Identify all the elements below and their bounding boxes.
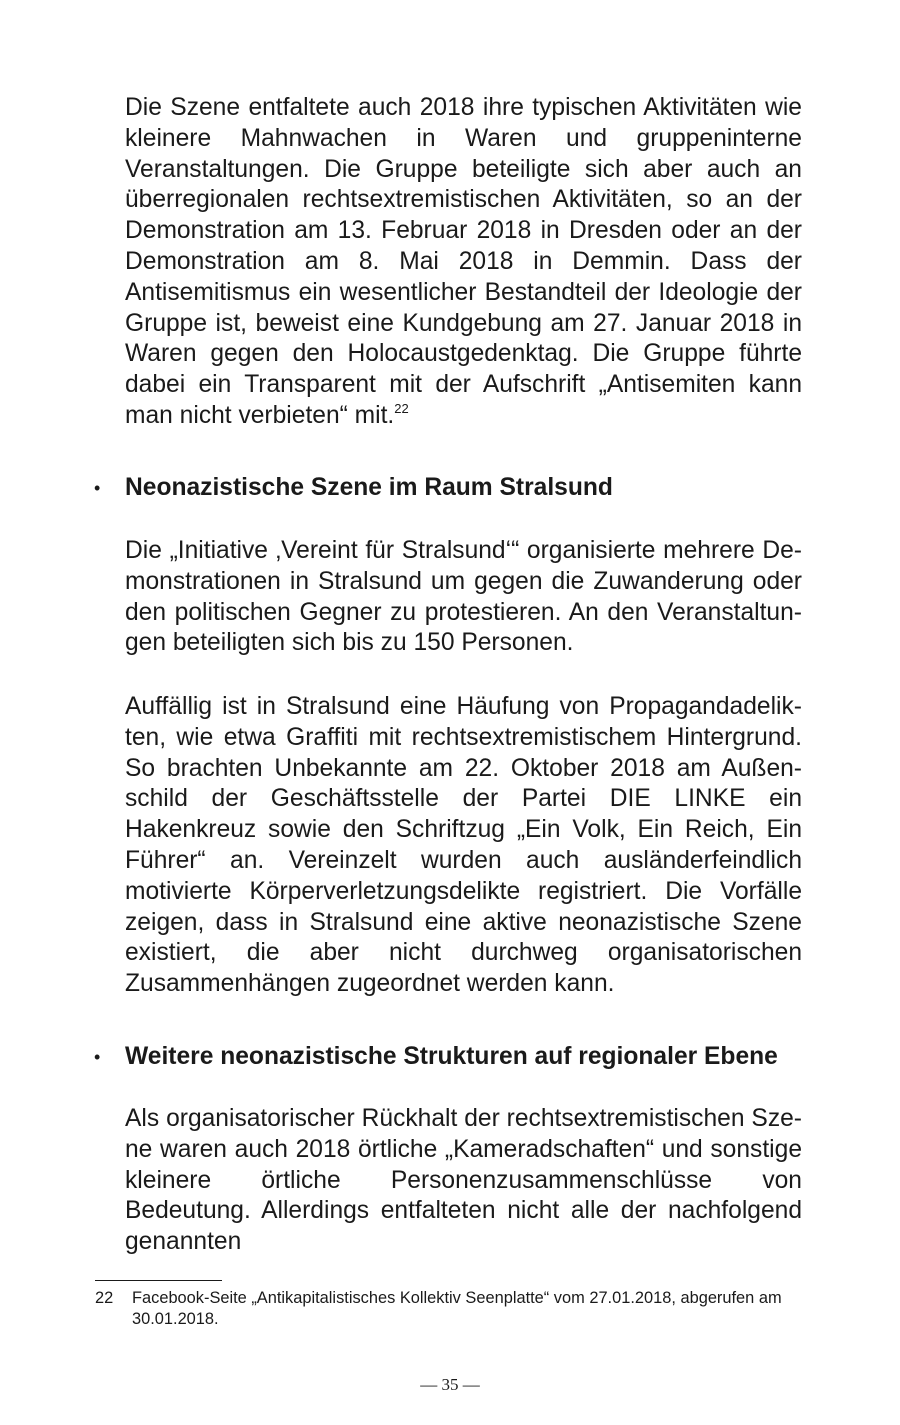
paragraph-waren-scene	[125, 93, 802, 432]
section-heading-regional	[0, 1041, 900, 1073]
paragraph-stralsund-propaganda: Auffällig ist in Stralsund eine Häufung von Propagandadelikten, wie etwa Graffiti mit rechtsextremistischem Hintergrund. So brachten Unbekannte am 22. Oktober 2018 am Außenschild der Geschäftsstelle der Partei DIE LINKE ein Hakenkreuz sowie den Schriftzug „Ein Volk, Ein Reich, Ein Führer“ an. Vereinzelt wurden auch ausländerfeindlich motivierte Körperverletzungsdelikte registriert. Die Vorfälle zeigen, dass in Stralsund eine aktive neonazistische Szene existiert, die aber nicht durchweg organisatorischen Zusammenhängen zugeordnet werden kann.	[125, 693, 802, 998]
footnote-divider	[95, 1280, 222, 1281]
paragraph-regional-structures: Als organisatorischer Rückhalt der rechtsextremistischen Szene waren auch 2018 örtliche „Kameradschaften“ und sonstige kleinere örtliche Personenzusammenschlüsse von Bedeutung. Allerdings entfalteten nicht alle der nachfolgend genannten	[125, 1105, 802, 1256]
bullet-icon: •	[94, 478, 101, 498]
footnote-number: 22	[95, 1289, 114, 1307]
footnote-text: Facebook-Seite „Antikapitalistisches Kollektiv Seenplatte“ vom 27.01.2018, abgerufen am 30.01.2018.	[132, 1289, 782, 1328]
heading-stralsund: Neonazistische Szene im Raum Stralsund	[125, 474, 613, 501]
bullet-icon: •	[94, 1047, 101, 1067]
paragraph-stralsund-demonstrations: Die „Initiative ‚Vereint für Stralsund‘“ organisierte mehrere Demonstrationen in Stralsund um gegen die Zuwanderung oder den politischen Gegner zu protestieren. An den Veranstaltungen beteiligten sich bis zu 150 Personen.	[125, 537, 802, 657]
section-heading-stralsund	[0, 472, 900, 504]
footnote-reference-22: 22	[394, 400, 409, 416]
paragraph-waren-scene-text: Die Szene entfaltete auch 2018 ihre typischen Aktivitäten wie kleinere Mahnwachen in Waren und gruppeninterne Veranstaltungen. Die Gruppe beteiligte sich aber auch an überregionalen rechtsextremistischen Aktivitäten, so an der Demonstration am 13. Februar 2018 in Dresden oder an der Demonstration am 8. Mai 2018 in Demmin. Dass der Antisemitismus ein wesentlicher Bestandteil der Ideologie der Gruppe ist, beweist eine Kundgebung am 27. Januar 2018 in Waren gegen den Holocaustgedenktag. Die Gruppe führte dabei ein Transparent mit der Aufschrift „Antisemiten kann man nicht verbieten“ mit.	[125, 94, 802, 429]
page-number: — 35 —	[420, 1375, 480, 1394]
heading-regional: Weitere neonazistische Strukturen auf regionaler Ebene	[125, 1043, 778, 1070]
